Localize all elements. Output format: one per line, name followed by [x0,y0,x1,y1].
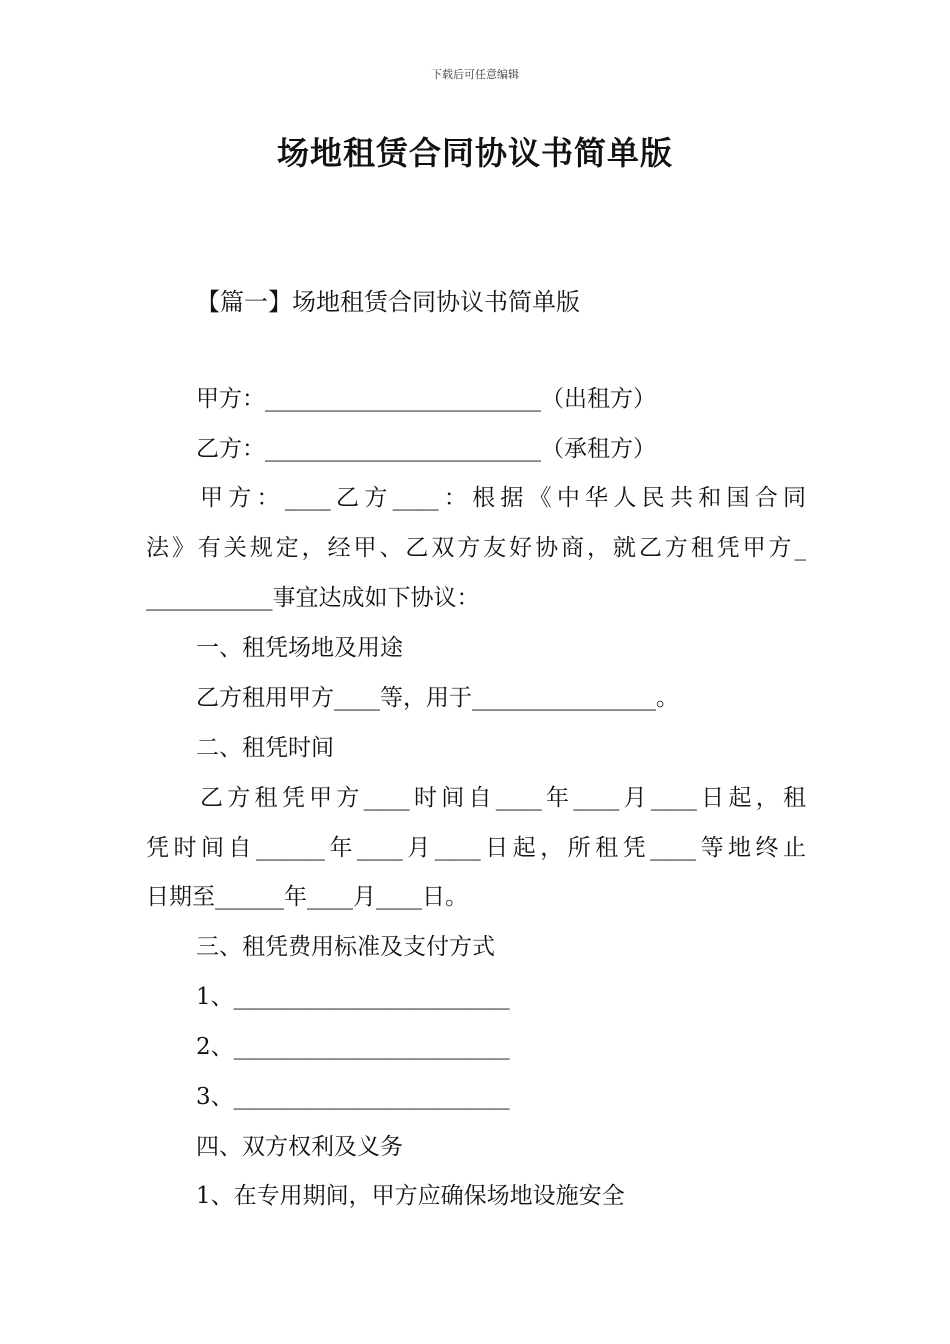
paragraph-line: 日期至______年____月____日。 [146,884,468,910]
clause-heading: 三、租凭费用标准及支付方式 [196,934,495,960]
clause-heading: 一、租凭场地及用途 [196,635,403,661]
list-item: 3、________________________ [196,1084,510,1110]
clause-heading: 二、租凭时间 [196,735,334,761]
paragraph-line: 法》有关规定，经甲、乙双方友好协商，就乙方租凭甲方_ [146,535,806,561]
paragraph-line: 甲方：____乙方____：根据《中华人民共和国合同 [200,485,806,511]
section-heading: 【篇一】场地租赁合同协议书简单版 [196,288,580,316]
list-item: 1、在专用期间，甲方应确保场地设施安全 [196,1183,625,1209]
header-note: 下载后可任意编辑 [431,68,519,81]
clause-heading: 四、双方权利及义务 [196,1134,403,1160]
paragraph-line: ___________事宜达成如下协议： [146,585,480,611]
paragraph-line: 乙方租凭甲方____时间自____年____月____日起，租 [200,785,806,811]
party-a-line: 甲方：________________________（出租方） [196,386,656,412]
document-title: 场地租赁合同协议书简单版 [276,134,673,172]
party-b-line: 乙方：________________________（承租方） [196,436,656,462]
paragraph-line: 乙方租用甲方____等，用于________________。 [196,685,679,711]
list-item: 1、________________________ [196,984,510,1010]
list-item: 2、________________________ [196,1034,510,1060]
paragraph-line: 凭时间自______年____月____日起，所租凭____等地终止 [146,835,806,861]
